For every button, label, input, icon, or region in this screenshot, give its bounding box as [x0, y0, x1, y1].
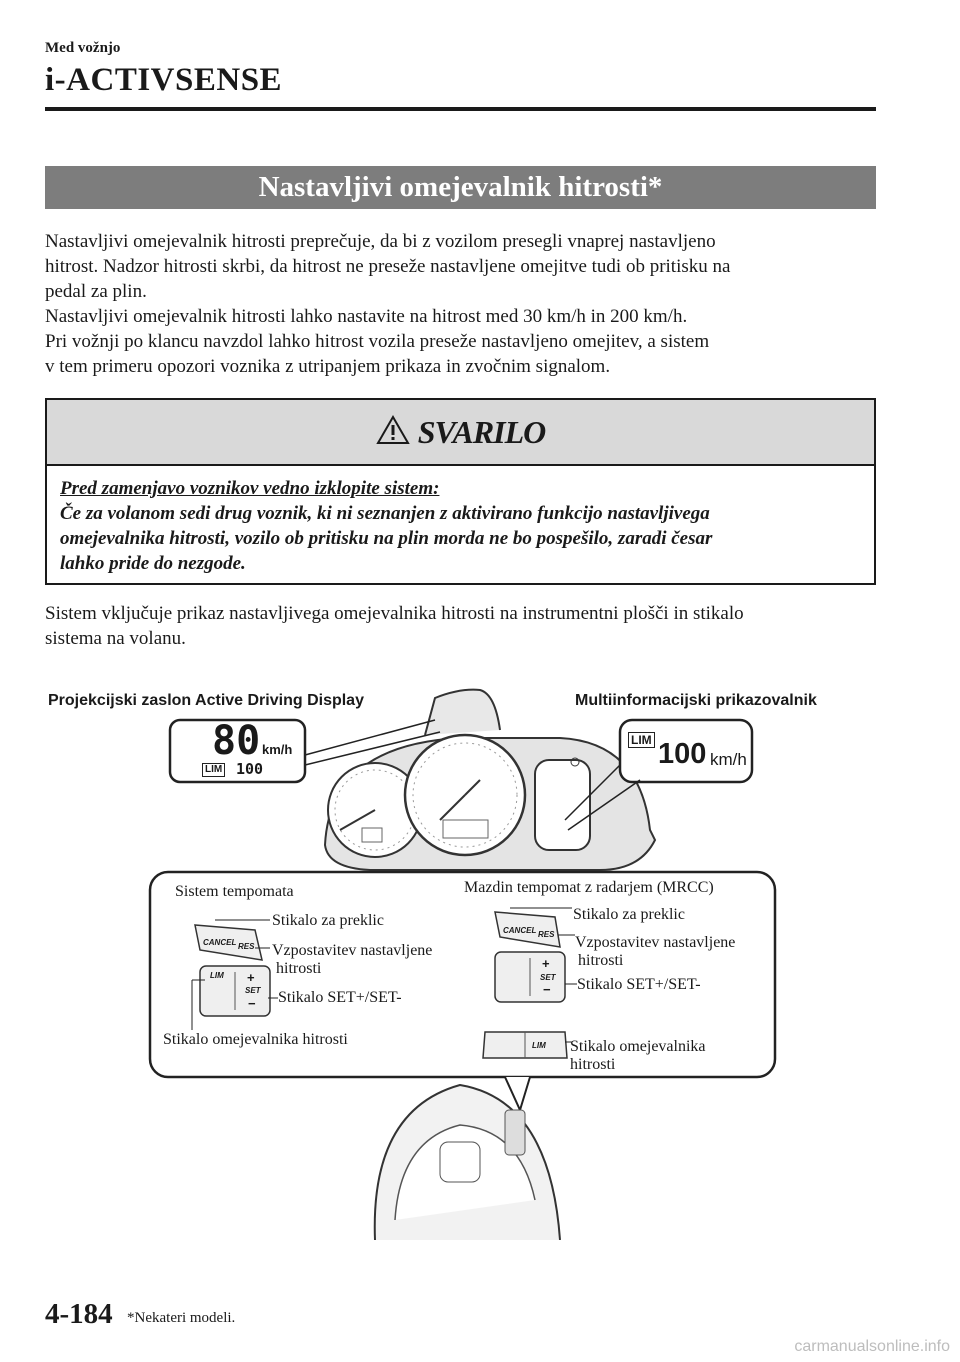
left-res-switch[interactable]: RES	[238, 942, 255, 951]
warning-title: SVARILO	[417, 413, 546, 450]
left-lim-switch[interactable]: LIM	[210, 971, 224, 980]
right-limiter-label-2: hitrosti	[570, 1056, 616, 1073]
header-rule	[45, 107, 876, 111]
right-resume-label: Vzpostavitev nastavljene	[575, 934, 736, 951]
mid-lim-badge: LIM	[628, 732, 655, 748]
intro-line: hitrost. Nadzor hitrosti skrbi, da hitrost ne preseže nastavljene omejitve tudi ob pritisku na	[45, 256, 731, 277]
warning-triangle-icon	[376, 415, 410, 450]
right-panel-title: Mazdin tempomat z radarjem (MRCC)	[464, 879, 714, 896]
left-set-label: Stikalo SET+/SET-	[278, 989, 402, 1006]
section-banner: Nastavljivi omejevalnik hitrosti*	[45, 166, 876, 209]
watermark: carmanualsonline.info	[794, 1338, 950, 1355]
right-set-switch[interactable]: SET	[540, 973, 556, 982]
mid-speed: 100	[658, 738, 707, 770]
adp-unit: km/h	[262, 742, 293, 757]
left-resume-label: Vzpostavitev nastavljene	[272, 942, 433, 959]
right-res-switch[interactable]: RES	[538, 930, 555, 939]
after-line: Sistem vključuje prikaz nastavljivega omejevalnika hitrosti na instrumentni plošči in stikalo	[45, 603, 744, 624]
footer-note: *Nekateri modeli.	[127, 1310, 236, 1326]
right-set-label: Stikalo SET+/SET-	[577, 976, 701, 993]
label-multi-info-display: Multiinformacijski prikazovalnik	[575, 692, 817, 709]
right-minus-icon: −	[543, 982, 551, 997]
adp-lim-badge: LIM	[202, 763, 225, 777]
section-label: Med vožnjo	[45, 40, 121, 56]
right-plus-icon: +	[542, 956, 550, 971]
left-minus-icon: −	[248, 996, 256, 1011]
chapter-title: i-ACTIVSENSE	[45, 62, 283, 98]
intro-line: v tem primeru opozori voznika z utripanjem prikaza in zvočnim signalom.	[45, 356, 611, 377]
warning-body	[47, 466, 874, 586]
right-cancel-switch[interactable]: CANCEL	[503, 926, 537, 935]
after-text	[45, 601, 885, 651]
left-cancel-label: Stikalo za preklic	[272, 912, 384, 929]
left-resume-label-2: hitrosti	[276, 960, 322, 977]
intro-text	[45, 229, 885, 379]
left-limiter-label: Stikalo omejevalnika hitrosti	[163, 1031, 348, 1048]
figure-drawing	[40, 680, 880, 1240]
left-panel-title: Sistem tempomata	[175, 883, 294, 900]
label-active-driving-display: Projekcijski zaslon Active Driving Display	[48, 692, 364, 709]
intro-line: pedal za plin.	[45, 281, 147, 302]
right-resume-label-2: hitrosti	[578, 952, 624, 969]
left-plus-icon: +	[247, 970, 255, 985]
mid-unit: km/h	[710, 750, 747, 769]
right-cancel-label: Stikalo za preklic	[573, 906, 685, 923]
warning-header	[47, 400, 874, 466]
adp-speed: 80	[212, 718, 261, 764]
right-limiter-label: Stikalo omejevalnika	[570, 1038, 706, 1055]
intro-line: Pri vožnji po klancu navzdol lahko hitrost vozila preseže nastavljeno omejitev, a sistem	[45, 331, 710, 352]
warning-heading: Pred zamenjavo voznikov vedno izklopite sistem:	[60, 478, 440, 499]
left-cancel-switch[interactable]: CANCEL	[203, 938, 237, 947]
warning-line: Če za volanom sedi drug voznik, ki ni seznanjen z aktivirano funkcijo nastavljivega	[60, 503, 710, 524]
intro-line: Nastavljivi omejevalnik hitrosti lahko nastavite na hitrost med 30 km/h in 200 km/h.	[45, 306, 688, 327]
page-number: 4-184	[45, 1298, 113, 1330]
adp-set-speed: 100	[236, 760, 264, 778]
warning-line: lahko pride do nezgode.	[60, 553, 246, 574]
left-set-switch[interactable]: SET	[245, 986, 261, 995]
figure-instrument-and-switches	[40, 680, 880, 1240]
right-lim-switch[interactable]: LIM	[532, 1041, 546, 1050]
warning-box	[45, 398, 876, 585]
after-line: sistema na volanu.	[45, 628, 186, 649]
intro-line: Nastavljivi omejevalnik hitrosti preprečuje, da bi z vozilom presegli vnaprej nastavljeno	[45, 231, 716, 252]
warning-line: omejevalnika hitrosti, vozilo ob pritisku na plin morda ne bo pospešilo, zaradi česar	[60, 528, 713, 549]
